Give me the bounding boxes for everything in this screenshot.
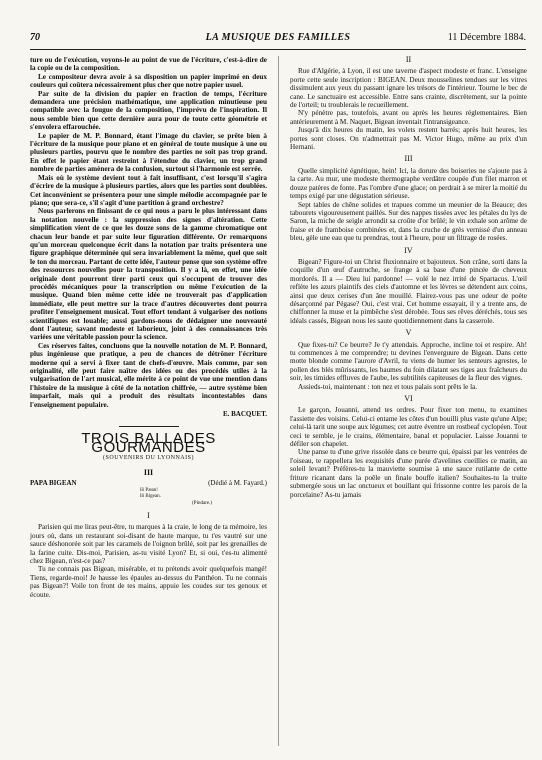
article-title: TROIS BALLADES GOURMANDES xyxy=(81,430,216,456)
column-divider xyxy=(278,56,279,746)
section-numeral: V xyxy=(405,328,412,338)
article-paragraph: Le compositeur devra avoir à sa disposition un papier imprimé en deux couleurs qui coûtera nécessairement plus cher que notre papier usuel. xyxy=(30,72,267,90)
article-paragraph: Sept tables de chêne solides et trapues comme un meunier de la Beauce; des tabourets vigoureusement paillés. Sur des nappes tissées avec les pétales du lys de Saron, la miche de seigle arrondit sa croûte d'or brûlé; le vin exhale son arôme de fraise et de framboise combinées et, dans la cruche de grès vernissé d'un anneau bleu, gèle une eau que tu prendras, tout à l'heure, pour un filtrage de rosées. xyxy=(290,200,527,243)
page-header xyxy=(30,32,526,46)
article-subtitle: (SOUVENIRS DU LYONNAIS) xyxy=(103,455,194,462)
section-numeral: II xyxy=(405,55,412,64)
page-number: 70 xyxy=(30,32,40,43)
epigraph xyxy=(140,488,267,500)
article-paragraph: Quelle simplicité égnétique, hein! Ici, la dorure des boiseries ne s'ajoute pas à la carte. Au mur, une modeste thermographe verdâtre coupée d'un filet marron et douze patères de fonte. Pas l'ombre d'une glace; on perdrait à se mirer la moitié du temps exigé par une dégustation sérieuse. xyxy=(290,166,527,201)
epigraph-line: Iô Pæan! xyxy=(140,487,158,493)
article-paragraph: Nous parlerons en finissant de ce qui nous a paru le plus intéressant dans la notation nouvelle : la suppression des signes d'altération. Cette simplification vient de ce que les douze sons de la gamme chromatique ont chacun leur bande et par suite leur figuration différente. Or remarquons qu'un morceau quelconque écrit dans la notation par traits présentera une figure graphique déterminée qui sera invariablement la même, quel que soit le ton du morceau. Partant de cette idée, l'auteur pense que son système offre des ressources nouvelles pour la transposition. Il y a là, en effet, une idée originale dont pourront tirer parti ceux qui s'occupent de trouver des procédés mécaniques pour la transcription ou même l'exécution de la musique. Quand bien même cette idée ne trouverait pas d'application immédiate, elle peut mettre sur la trace d'autres découvertes dont pourra profiter l'enseignement musical. Tout effort tendant à vulgariser des notions scientifiques est louable; aussi gardons-nous de dédaigner une nouveauté dont l'auteur, savant modeste et laborieux, joint à des connaissances très variées une véritable passion pour la science. xyxy=(30,207,267,342)
author-signature: E. BACQUET. xyxy=(222,410,267,419)
journal-title: LA MUSIQUE DES FAMILLES xyxy=(205,32,351,43)
article-paragraph: Assieds-toi, maintenant : ton nez et tous palais sont prêts le la. xyxy=(298,382,478,391)
article-paragraph: Rue d'Algérie, à Lyon, il est une taverne d'aspect modeste et franc. L'enseigne porte cette seule inscription : BIGEAN. Deux mousselines tendues sur les vitres dissimulent aux yeux du passant ignare les trésors de l'intérieur. Tourne le bec de cane. Le sanctuaire est accessible. Entre sans crainte, discrètement, sur la pointe de l'orteil; tu troublerais le recueillement. xyxy=(290,67,527,110)
section-numeral: III xyxy=(404,154,413,164)
article-paragraph: Tu ne connais pas Bigean, misérable, et tu prétends avoir quelquefois mangé! Tiens, regarde-moi! Je hausse les épaules au-dessus du Panthéon. Tu ne connais pas Bigean?! Voile ton front de tes mains, appuie les coudes sur tes genoux et écoute. xyxy=(30,565,267,599)
section-numeral: IV xyxy=(404,245,413,255)
right-column xyxy=(290,56,527,499)
article-paragraph: ture ou de l'exécution, voyons-le au point de vue de l'écriture, c'est-à-dire de la copie ou de la composition. xyxy=(30,56,267,73)
article-paragraph: Ces réserves faites, concluons que la nouvelle notation de M. P. Bonnard, plus ingénieuse que pratique, a peu de chances de détrôner l'écriture moderne qui a servi à fixer tant de chefs-d'œuvre. Mais comme, par son originalité, elle peut faire naître des idées ou des procédés utiles à la vulgarisation de l'art musical, elle mérite à ce point de vue une mention dans l'histoire de la musique à côté de la notation chiffrée, — autre système bien imparfait, mais qui a produit des résultats incontestables dans l'enseignement populaire. xyxy=(30,341,267,409)
article-paragraph: Bigean? Figure-toi un Christ fluxionnaire et bajouteux. Son crâne, sorti dans la coquille d'un œuf d'autruche, se frange à sa base d'une pincée de cheveux mordorés. Il a — Dieu lui pardonne! — volé le nez irrité de Spartacus. L'œil reflète les azurs plaintifs des ciels d'automne et les lèvres se détendent aux coins, ainsi que deux cerises d'un âne mouillé. Flairez-vous pas une odeur de poète désarçonné par Pégase? Oui, c'est vrai. Cet homme essayait, il y a trente ans, de chiffonner la muse et la pimbêche s'est dérobée. Tous ses rêves déréchés, tous ses idéals cassés, Bigean nous les saute quotidiennement dans la casserole. xyxy=(290,257,527,325)
article-paragraph: Jusqu'à dix heures du matin, les volets restent barrés; après huit heures, les portes sont closes. On n'admettrait pas M. Victor Hugo, même au prix d'un Hernani. xyxy=(290,126,527,152)
epigraph-line: Iô Bigean. xyxy=(140,493,161,499)
article-paragraph: Que fixes-tu? Ce beurre? Je t'y attendais. Approche, incline toi et respire. Ah! tu commences à me comprendre; tu devines l'enverguure de Bigean. Dans cette motte blonde comme l'aurore d'Avril, tu viens de humer les senteurs agrestes, le pollen des blés mûrissants, les baumes du foin dilatant ses tiges aux fraîcheurs du soir, les timides effluves de l'aube, les subtilités capiteuses de la fleur des vignes. xyxy=(290,340,527,383)
issue-date: 11 Décembre 1884. xyxy=(447,32,526,43)
section-numeral: III xyxy=(143,467,154,477)
epigraph-source: (Pindare.) xyxy=(192,500,212,506)
poem-title: PAPA BIGEAN xyxy=(30,479,77,488)
poem-heading xyxy=(30,479,267,487)
article-paragraph: Une panse tu d'une grive rissolée dans ce beurre qui, épaissi par les ventrées de l'oiseau, te rappellera les exquisités d'une purée d'avelines cueillies ce matin, au soleil levant? Préfères-tu la mauviette soumise à une sauce rutilante de cette friture ricanant dans la poêle un finale bouffe italien? Souhaites-tu la truite submergée sous un lac onctueux et bouillant qui frissonne contre les parois de la porcelaine? As-tu jamais xyxy=(290,448,527,499)
left-column xyxy=(30,56,267,599)
article-paragraph: Parisien qui me liras peut-être, tu marques à la craie, le long de ta mémoire, les jours où, dans un restaurant soi-disant de haute marque, tu t'es vautré sur une sauce déshonorée soit par les caramels de l'oignon brûlé, soit par les grenailles de la farine cuite. Dis-moi, Parisien, as-tu visité Lyon? Et, si oui, t'es-tu alimenté chez Bigean, n'est-ce pas? xyxy=(30,523,267,565)
article-paragraph: N'y pénètre pas, toutefois, avant ou après les heures réglementaires. Bien antérieurement à M. Naquet, Bigean inventait l'intransigeance. xyxy=(290,109,527,126)
dedication: (Dédié à M. Fayard.) xyxy=(208,479,267,488)
section-rule xyxy=(119,426,179,427)
article-paragraph: Le papier de M. P. Bonnard, étant l'image du clavier, se prête bien à l'écriture de la musique pour piano et en général de toute musique à une ou plusieurs parties, pourvu que le nombre des parties ne soit pas trop grand. En effet le papier étant restreint à l'étendue du clavier, un trop grand nombre de parties amènera de la confusion, surtout si l'harmonie est serrée. xyxy=(30,131,267,174)
section-numeral: VI xyxy=(404,394,413,404)
article-paragraph: Par suite de la division du papier en fraction de temps, l'écriture demandera une précision mathématique, une application minutieuse peu compatible avec la fougue de la composition, l'imprévu de l'inspiration. Il nous semble bien que cette dernière aura pour de toute cette géométrie et s'envolera effarouchée. xyxy=(30,89,267,132)
header-rule xyxy=(30,49,526,50)
article-paragraph: Le garçon, Jouanni, attend tes ordres. Pour fixer ton menu, tu examines l'assiette des voisins. Celui-ci entame les côtes d'un bouilli plus vaste qu'une Alpe; celui-là tarit une soupe aux légumes; cet autre éventre un rostbeaf cyclopéen. Tout ceci te semble, je le crains, élémentaire, banal et populacier. Laisse Jouanni te défiler son chapelet. xyxy=(290,406,527,449)
article-paragraph: Mais où le système devient tout à fait insuffisant, c'est lorsqu'il s'agira d'écrire de la musique à plusieurs parties, alors que les parties sont doublées. Cet inconvénient se présentera pour une simple mélodie accompagnée par le piano; que sera-ce, s'il s'agit d'une partition à grand orchestre? xyxy=(30,173,267,207)
part-numeral: I xyxy=(147,510,150,520)
